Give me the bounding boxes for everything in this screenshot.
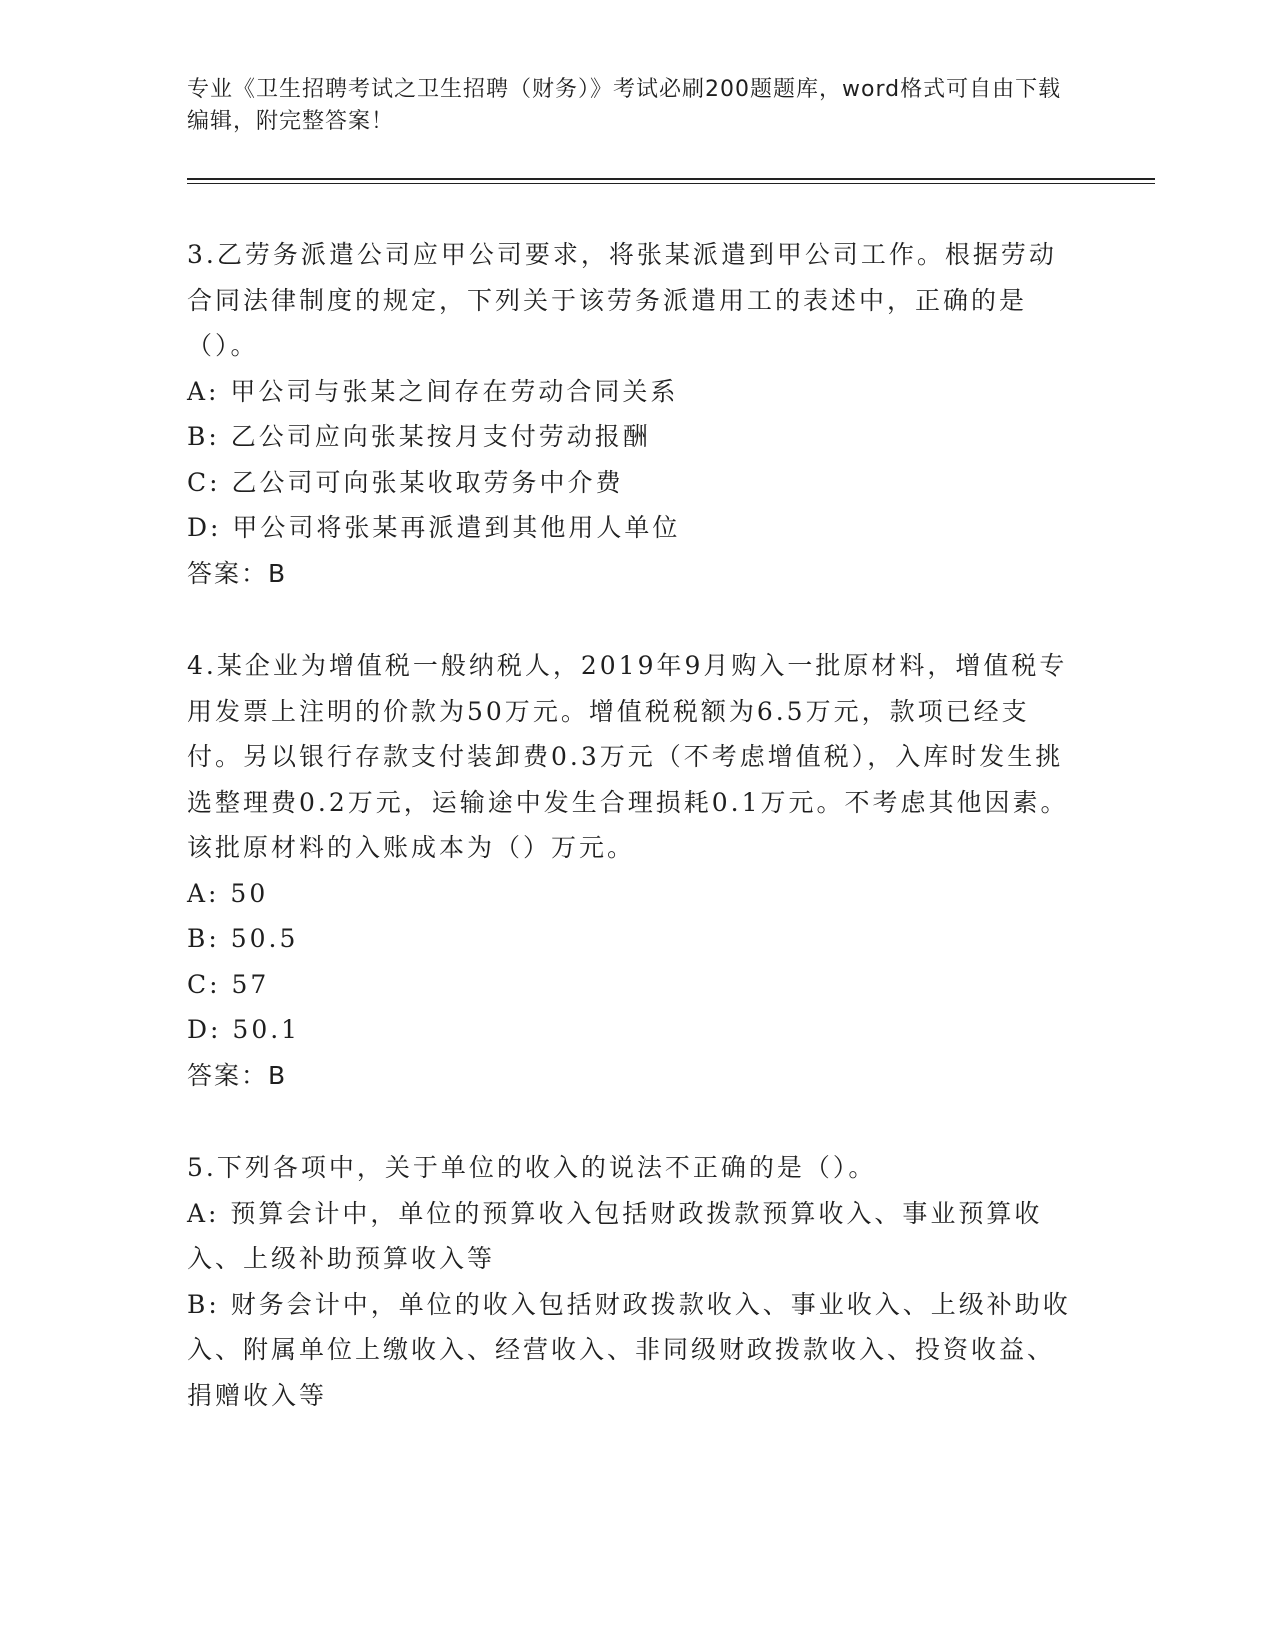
- option-c: C: 乙公司可向张某收取劳务中介费: [187, 467, 624, 497]
- question-5: [187, 1145, 1077, 1418]
- header-text: 专业《卫生招聘考试之卫生招聘（财务）》考试必刷200题题库，word格式可自由下载编辑，附完整答案！: [187, 77, 1062, 134]
- header-divider-thin: [187, 183, 1155, 184]
- option-a: A: 甲公司与张某之间存在劳动合同关系: [187, 376, 679, 406]
- option-c: C: 57: [187, 969, 270, 999]
- question-stem: 3.乙劳务派遣公司应甲公司要求，将张某派遣到甲公司工作。根据劳动合同法律制度的规定，下列关于该劳务派遣用工的表述中，正确的是（）。: [187, 240, 1057, 360]
- option-b: B: 乙公司应向张某按月支付劳动报酬: [187, 422, 651, 451]
- option-b: B: 财务会计中，单位的收入包括财政拨款收入、事业收入、上级补助收入、附属单位上缴收入、经营收入、非同级财政拨款收入、投资收益、捐赠收入等: [187, 1289, 1071, 1410]
- question-stem: 4.某企业为增值税一般纳税人，2019年9月购入一批原材料，增值税专用发票上注明的价款为50万元。增值税税额为6.5万元，款项已经支付。另以银行存款支付装卸费0.3万元（不考虑增值税），入库时发生挑选整理费0.2万元，运输途中发生合理损耗0.1万元。不考虑其他因素。该批原材料的入账成本为（）万元。: [187, 651, 1069, 862]
- answer: 答案：B: [187, 1060, 288, 1090]
- option-a: A: 50: [187, 878, 269, 908]
- option-d: D: 甲公司将张某再派遣到其他用人单位: [187, 513, 681, 542]
- question-stem: 5.下列各项中，关于单位的收入的说法不正确的是（）。: [187, 1153, 877, 1182]
- answer: 答案：B: [187, 558, 288, 588]
- option-b: B: 50.5: [187, 924, 299, 953]
- question-4: [187, 643, 1077, 1098]
- option-a: A: 预算会计中，单位的预算收入包括财政拨款预算收入、事业预算收入、上级补助预算收入等: [187, 1198, 1043, 1273]
- header-divider: [187, 178, 1155, 180]
- document-header: [187, 74, 1067, 138]
- question-3: [187, 232, 1077, 596]
- option-d: D: 50.1: [187, 1015, 301, 1044]
